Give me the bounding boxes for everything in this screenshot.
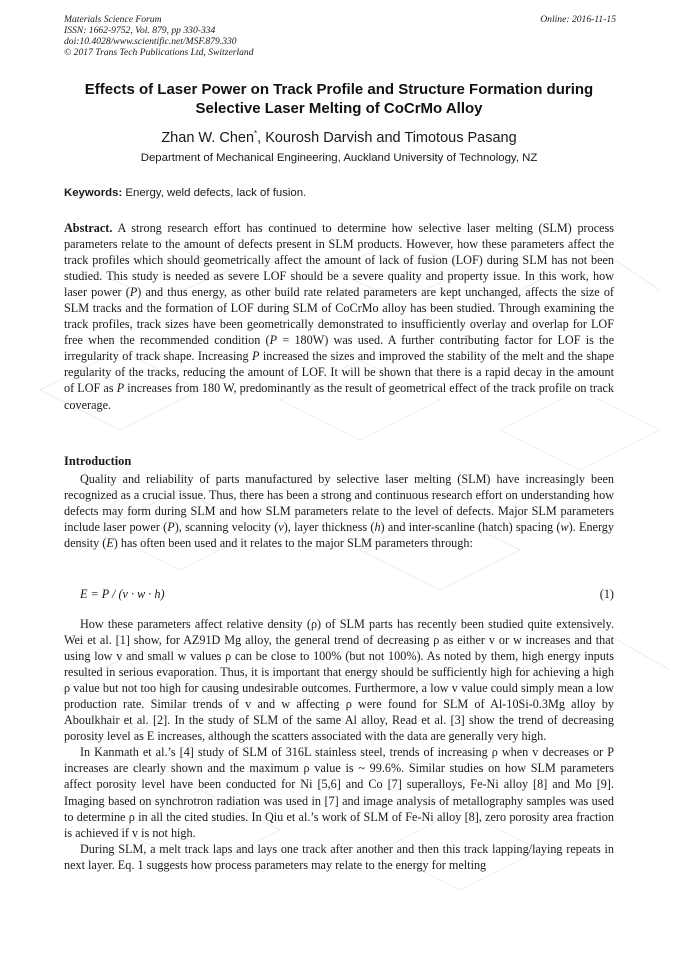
keywords-label: Keywords:: [64, 187, 123, 199]
symbol-e: E: [106, 536, 114, 551]
corresponding-mark: *: [254, 129, 258, 138]
paragraph-2: How these parameters affect relative density (ρ) of SLM parts has recently been studied quite extensively. Wei et al. [1] show, for AZ91D Mg alloy, the general trend of decreasing ρ as either v or w increases and that using low v and small w values ρ can be close to 100% (but not 100%). As noted by them, high energy inputs resulted in serious evaporation. Thus, it is important that energy should be sufficiently high for achieving a high ρ value but not too high for causing undesirable outcomes. Furthermore, a low v value could simply mean a low production rate. Similar trends of v and w affecting ρ were found for SLM of Al-10Si-0.3Mg alloy by Aboulkhair et al. [2]. In the study of SLM of the same Al alloy, Read et al. [3] show the trend of decreasing porosity level as E increases, although the scatters associated with the data are generally very high.: [64, 617, 614, 744]
abstract: [64, 220, 614, 413]
journal-issn: ISSN: 1662-9752, Vol. 879, pp 330-334: [64, 25, 216, 36]
body-text: ) has often been used and it relates to the major SLM parameters through:: [113, 536, 473, 551]
journal-doi: doi:10.4028/www.scientific.net/MSF.879.330: [64, 36, 237, 47]
introduction-paragraph-1: [64, 471, 614, 551]
paragraph-4: During SLM, a melt track laps and lays one track after another and then this track lapping/laying repeats in next layer. Eq. 1 suggests how process parameters may relate to the energy for melting: [64, 841, 614, 872]
symbol-p: P: [252, 349, 260, 364]
body-text: ), scanning velocity (: [174, 520, 279, 535]
online-date: Online: 2016-11-15: [540, 14, 616, 25]
symbol-w: w: [560, 520, 569, 535]
body-paragraphs: [64, 616, 614, 873]
affiliation: Department of Mechanical Engineering, Auckland University of Technology, NZ: [140, 152, 538, 164]
symbol-v: v: [278, 520, 284, 535]
equation-number: (1): [599, 587, 614, 601]
symbol-p: P: [116, 381, 125, 396]
journal-name: Materials Science Forum: [64, 14, 162, 25]
title-line-1: Effects of Laser Power on Track Profile and Structure Formation during: [84, 81, 594, 98]
keywords-text: Energy, weld defects, lack of fusion.: [122, 187, 307, 199]
equation-expression: E = P / (v · w · h): [80, 587, 165, 601]
abstract-text: ) and thus energy, as other build rate related parameters are kept unchanged, affects the size of SLM tracks and the formation of LOF during SLM of CoCrMo alloy has been studied. Through examining the track profiles, track sizes have been geometrically demonstrated to insufficiently overlay and overlap for LOF free when the recommended condition (: [64, 285, 614, 348]
section-heading-introduction: Introduction: [64, 454, 132, 468]
symbol-h: h: [374, 520, 381, 535]
journal-header: [64, 14, 616, 58]
abstract-label: Abstract.: [64, 221, 113, 235]
abstract-text: = 180W) was used. A further contributing factor for LOF is the irregularity of track shape. Increasing: [64, 333, 614, 364]
symbol-p: P: [167, 520, 175, 535]
body-text: ) and inter-scanline (hatch) spacing (: [380, 520, 561, 535]
keywords: [64, 186, 616, 200]
body-text: ). Energy density (: [64, 520, 614, 551]
journal-copyright: © 2017 Trans Tech Publications Ltd, Switzerland: [64, 47, 254, 58]
title-line-2: Selective Laser Melting of CoCrMo Alloy: [195, 100, 483, 117]
abstract-text: increases from 180 W, predominantly as the result of geometrical effect of the track profile on track coverage.: [64, 381, 614, 412]
paragraph-3: In Kanmath et al.’s [4] study of SLM of 316L stainless steel, trends of increasing ρ when v decreases or P increases are clearly shown and the maximum ρ value is ~ 99.6%. Similar studies on how SLM parameters affect porosity level have been conducted for Ni [5,6] and Co [7] superalloys, Fe-Ni alloy [8] and Mo [9]. Imaging based on synchrotron radiation was used in [7] and image analysis of metallography samples was used to determine ρ in all the cited studies. In Qiu et al.’s work of SLM of Fe-Ni alloy [8], zero porosity area fraction is achieved if v is not high.: [64, 745, 614, 840]
equation-1: [80, 587, 614, 602]
author-1: Zhan W. Chen: [161, 129, 255, 146]
abstract-text: A strong research effort has continued to determine how selective laser melting (SLM) process parameters relate to the amount of defects present in SLM products. However, how these parameters affect the track profiles which should geometrically affect the amount of lack of fusion (LOF) during SLM has not been studied. This study is needed as severe LOF should be a severe quality and property issue. In this work, how laser power (: [64, 221, 614, 300]
body-text: ), layer thickness (: [283, 520, 375, 535]
abstract-text: increased the sizes and improved the stability of the melt and the shape regularity of the tracks, reducing the amount of LOF. It will be shown that there is a rapid decay in the amount of LOF as: [64, 349, 614, 396]
symbol-p: P: [269, 333, 278, 348]
body-text: Quality and reliability of parts manufactured by selective laser melting (SLM) have increasingly been recognized as a crucial issue. Thus, there has been a strong and continuous research effort on understanding how defects may form during SLM and how SLM parameters relate to the level of defects. Major SLM parameters include laser power (: [64, 472, 614, 535]
authors: [40, 125, 638, 147]
other-authors: , Kourosh Darvish and Timotous Pasang: [257, 129, 517, 146]
symbol-p: P: [129, 285, 138, 300]
paper-title: [40, 80, 638, 118]
